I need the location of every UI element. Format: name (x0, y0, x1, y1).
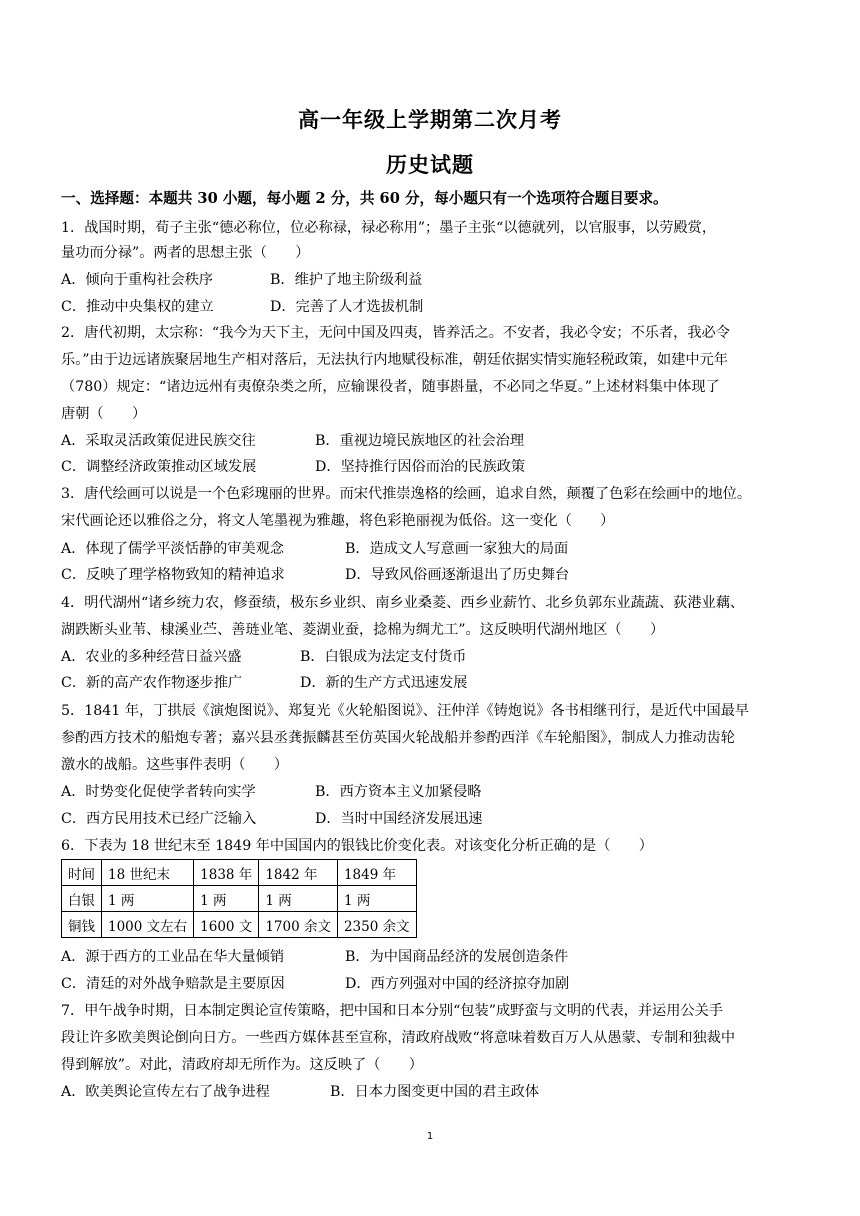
table-cell: 白银 (62, 886, 102, 912)
question-1-option-d: D．完善了人才选拔机制 (270, 299, 424, 315)
table-cell: 1600 文 (194, 912, 259, 938)
table-cell: 时间 (62, 860, 102, 886)
table-cell: 18 世纪末 (102, 860, 194, 886)
question-5-option-c: C．西方民用技术已经广泛输入 (61, 811, 257, 827)
question-1-line-2: 量功而分禄”。两者的思想主张（ ） (61, 245, 310, 261)
exam-title: 高一年级上学期第二次月考 (298, 107, 562, 132)
question-5-line-1: 5．1841 年，丁拱辰《演炮图说》、郑复光《火轮船图说》、汪仲洋《铸炮说》各书相继刊行，是近代中国最早 (61, 703, 750, 719)
question-6-option-b: B．为中国商品经济的发展创造条件 (345, 949, 569, 965)
section-heading: 一、选择题：本题共 30 小题，每小题 2 分，共 60 分，每小题只有一个选项符合题目要求。 (61, 190, 668, 207)
page-number: 1 (426, 1131, 434, 1142)
table-row (62, 912, 417, 938)
question-5-option-b: B．西方资本主义加紧侵略 (315, 784, 482, 800)
table-cell: 1 两 (194, 886, 259, 912)
question-7-line-2: 段让许多欧美舆论倒向日方。一些西方媒体甚至宣称，清政府战败“将意味着数百万人从愚蒙、专制和独裁中 (61, 1030, 736, 1046)
question-6-option-d: D．西方列强对中国的经济掠夺加剧 (345, 976, 570, 992)
table-row (62, 860, 417, 886)
question-7-line-1: 7．甲午战争时期，日本制定舆论宣传策略，把中国和日本分别“包装”成野蛮与文明的代表，并运用公关手 (61, 1003, 723, 1019)
question-5-option-d: D．当时中国经济发展迅速 (315, 811, 483, 827)
question-4-option-a: A．农业的多种经营日益兴盛 (61, 649, 242, 665)
question-5-line-2: 参酌西方技术的船炮专著；嘉兴县丞龚振麟甚至仿英国火轮战船并参酌西洋《车轮船图》，制成人力推动齿轮 (61, 730, 735, 746)
table-cell: 1 两 (259, 886, 338, 912)
question-5-option-a: A．时势变化促使学者转向实学 (61, 784, 256, 800)
question-1-option-b: B．维护了地主阶级利益 (270, 272, 423, 288)
question-4-line-2: 湖跌断头业苇、棣溪业苎、善琏业笔、菱湖业蚕，捻棉为绸尤工”。这反映明代湖州地区（ ） (61, 622, 665, 638)
question-2-option-a: A．采取灵活政策促进民族交往 (61, 433, 256, 449)
question-2-line-1: 2．唐代初期，太宗称：“我今为天下主，无问中国及四夷，皆养活之。不安者，我必令安；不乐者，我必令 (61, 325, 730, 341)
table-row (62, 886, 417, 912)
question-6-line-1: 6．下表为 18 世纪末至 1849 年中国国内的银钱比价变化表。对该变化分析正确的是（ ） (61, 838, 653, 854)
question-3-line-1: 3．唐代绘画可以说是一个色彩瑰丽的世界。而宋代推崇逸格的绘画，追求自然，颠覆了色彩在绘画中的地位。 (61, 486, 752, 502)
question-7-option-b: B．日本力图变更中国的君主政体 (330, 1084, 540, 1100)
question-2-line-2: 乐。”由于边远诸族聚居地生产相对落后，无法执行内地赋役标准，朝廷依据实情实施轻税政策，如建中元年 (61, 352, 728, 368)
table-cell: 2350 余文 (337, 912, 416, 938)
table-cell: 铜钱 (62, 912, 102, 938)
question-2-line-4: 唐朝（ ） (61, 406, 147, 422)
question-2-option-d: D．坚持推行因俗而治的民族政策 (315, 459, 526, 475)
question-4-option-d: D．新的生产方式迅速发展 (300, 675, 468, 691)
question-3-option-d: D．导致风俗画逐渐退出了历史舞台 (345, 567, 570, 583)
table-cell: 1 两 (337, 886, 416, 912)
question-3-option-a: A．体现了儒学平淡恬静的审美观念 (61, 541, 285, 557)
table-cell: 1700 余文 (259, 912, 338, 938)
question-4-option-c: C．新的高产农作物逐步推广 (61, 675, 243, 691)
question-1-line-1: 1．战国时期，荀子主张“德必称位，位必称禄，禄必称用”；墨子主张“以德就列，以官服事，以劳殿赏， (61, 220, 717, 236)
question-2-option-b: B．重视边境民族地区的社会治理 (315, 433, 525, 449)
question-6-option-a: A．源于西方的工业品在华大量倾销 (61, 949, 285, 965)
exam-subtitle: 历史试题 (386, 152, 474, 177)
table-cell: 1838 年 (194, 860, 259, 886)
table-cell: 1000 文左右 (102, 912, 194, 938)
question-7-line-3: 得到解放”。对此，清政府却无所作为。这反映了（ ） (61, 1057, 423, 1073)
question-5-line-3: 激水的战船。这些事件表明（ ） (61, 757, 289, 773)
table-cell: 1842 年 (259, 860, 338, 886)
question-4-option-b: B．白银成为法定支付货币 (300, 649, 467, 665)
table-cell: 1 两 (102, 886, 194, 912)
question-6-option-c: C．清廷的对外战争赔款是主要原因 (61, 976, 285, 992)
question-2-option-c: C．调整经济政策推动区域发展 (61, 459, 257, 475)
question-1-option-c: C．推动中央集权的建立 (61, 299, 214, 315)
question-3-line-2: 宋代画论还以雅俗之分，将文人笔墨视为雅趣，将色彩艳丽视为低俗。这一变化（ ） (61, 513, 615, 529)
table-cell: 1849 年 (337, 860, 416, 886)
question-2-line-3: （780）规定：“诸边远州有夷僚杂类之所，应输课役者，随事斟量，不必同之华夏。”上述材料集中体现了 (61, 379, 720, 395)
exchange-rate-table (61, 859, 417, 938)
question-3-option-c: C．反映了理学格物致知的精神追求 (61, 567, 285, 583)
question-1-option-a: A．倾向于重构社会秩序 (61, 272, 214, 288)
question-3-option-b: B．造成文人写意画一家独大的局面 (345, 541, 569, 557)
question-7-option-a: A．欧美舆论宣传左右了战争进程 (61, 1084, 270, 1100)
question-4-line-1: 4．明代湖州“诸乡统力农，修蚕绩，极东乡业织、南乡业桑菱、西乡业薪竹、北乡负郭东业蔬蔬、荻港业藕、 (61, 595, 745, 611)
